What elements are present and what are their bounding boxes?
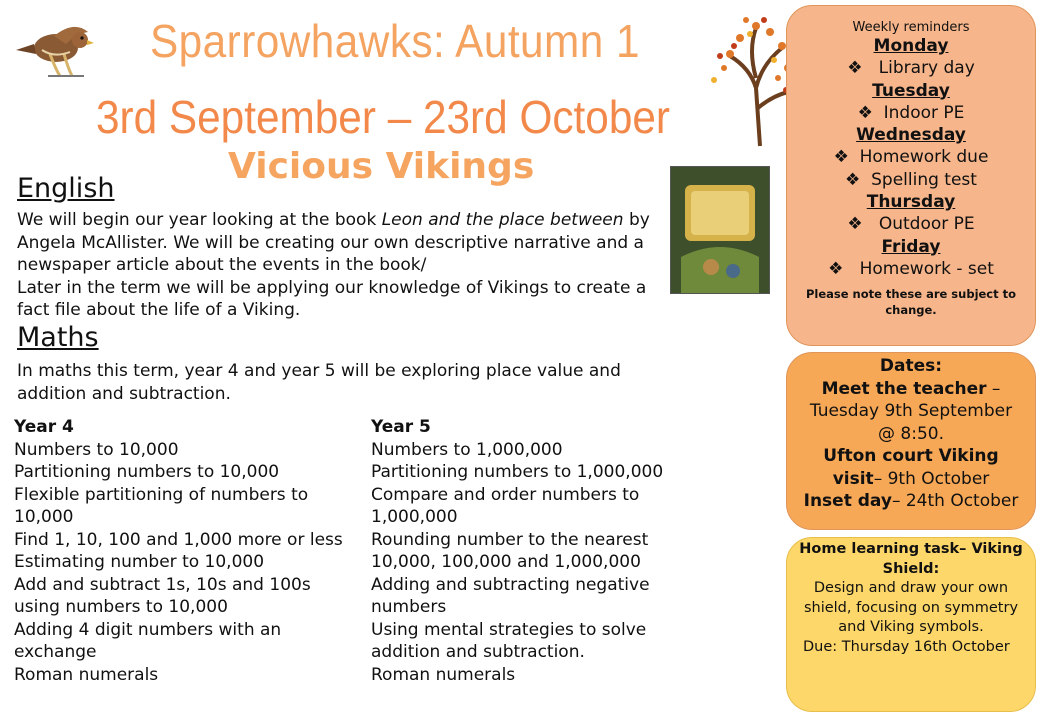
meet-label: Meet the teacher: [821, 378, 987, 399]
reminder-text: Library day: [878, 58, 975, 78]
reminder-text: Homework due: [859, 147, 989, 167]
english-by: by: [623, 210, 650, 230]
reminders-note: Please note these are subject to change.: [805, 287, 1017, 317]
list-item: Flexible partitioning of numbers to 10,000: [14, 484, 309, 527]
reminder-text: Indoor PE: [883, 102, 965, 123]
ufton-label: Ufton court Viking visit: [823, 446, 999, 489]
list-item: Roman numerals: [14, 664, 159, 685]
list-item: Rounding number to the nearest 10,000, 100,000 and 1,000,000: [371, 529, 649, 572]
list-item: Partitioning numbers to 10,000: [14, 462, 280, 482]
list-item: Numbers to 10,000: [14, 439, 179, 460]
reminder-text: Homework - set: [859, 258, 994, 279]
maths-heading: Maths: [17, 322, 99, 353]
bullet-icon: ❖: [828, 258, 844, 279]
dates-box: [786, 352, 1036, 530]
list-item: Numbers to 1,000,000: [371, 439, 563, 460]
english-intro: We will begin our year looking at the book: [17, 210, 382, 230]
bullet-icon: ❖: [847, 58, 863, 78]
list-item: Estimating number to 10,000: [14, 552, 265, 572]
book-cover: [670, 166, 770, 294]
day-thursday: Thursday: [866, 192, 956, 212]
english-heading: English: [17, 173, 115, 204]
list-item: [787, 213, 1035, 236]
year4-column: [14, 416, 359, 686]
weekly-reminders-box: [786, 5, 1036, 346]
reminders-title: Weekly reminders: [852, 20, 970, 35]
home-learning-box: [786, 537, 1036, 712]
english-later: Later in the term we will be applying our knowledge of Vikings to create a fact file about the life of a Viking.: [17, 277, 647, 320]
autumn-tree-illustration: [700, 8, 796, 148]
list-item: Compare and order numbers to 1,000,000: [371, 484, 640, 527]
year5-column: [371, 416, 716, 686]
list-item: Adding and subtracting negative numbers: [371, 574, 650, 617]
list-item: Using mental strategies to solve addition and subtraction.: [371, 619, 647, 662]
inset-value: – 24th October: [891, 491, 1019, 511]
inset-label: Inset day: [803, 491, 892, 511]
topic-title: Vicious Vikings: [228, 146, 535, 187]
bullet-icon: ❖: [857, 102, 873, 123]
home-learning-title: Home learning task– Viking Shield:: [799, 541, 1023, 577]
list-item: [787, 102, 1035, 125]
bullet-icon: ❖: [833, 147, 849, 167]
home-learning-body: Design and draw your own shield, focusing on symmetry and Viking symbols.: [803, 580, 1019, 635]
hawk-illustration: [14, 14, 96, 84]
english-narrative: Angela McAllister. We will be creating our own descriptive narrative and a newspaper article about the events in the book/: [17, 232, 644, 275]
list-item: [787, 146, 1035, 169]
maths-intro: In maths this term, year 4 and year 5 will be exploring place value and addition and subtraction.: [17, 361, 621, 404]
reminder-text: Outdoor PE: [878, 214, 975, 234]
book-title: Leon and the place between: [381, 210, 624, 230]
list-item: Add and subtract 1s, 10s and 100s using numbers to 10,000: [14, 574, 311, 617]
year4-title: Year 4: [14, 417, 74, 437]
bullet-icon: ❖: [847, 214, 863, 234]
list-item: [787, 169, 1035, 192]
meet-value: – Tuesday 9th September @ 8:50.: [809, 378, 1013, 444]
day-wednesday: Wednesday: [856, 125, 966, 145]
list-item: [787, 57, 1035, 80]
bullet-icon: ❖: [845, 169, 861, 190]
day-friday: Friday: [881, 236, 941, 257]
day-monday: Monday: [873, 36, 949, 56]
year5-title: Year 5: [371, 417, 431, 437]
page-title: Sparrowhawks: Autumn 1: [150, 15, 640, 67]
list-item: Find 1, 10, 100 and 1,000 more or less: [14, 529, 343, 550]
term-dates: 3rd September – 23rd October: [96, 91, 670, 143]
ufton-value: – 9th October: [873, 468, 990, 489]
dates-title: Dates:: [879, 356, 943, 376]
home-learning-due: Due: Thursday 16th October: [803, 638, 1010, 655]
reminder-text: Spelling test: [871, 169, 977, 190]
list-item: Roman numerals: [371, 664, 516, 685]
day-tuesday: Tuesday: [872, 80, 950, 101]
list-item: Partitioning numbers to 1,000,000: [371, 462, 664, 482]
list-item: Adding 4 digit numbers with an exchange: [14, 619, 282, 662]
list-item: [787, 258, 1035, 281]
english-text: [17, 209, 657, 322]
